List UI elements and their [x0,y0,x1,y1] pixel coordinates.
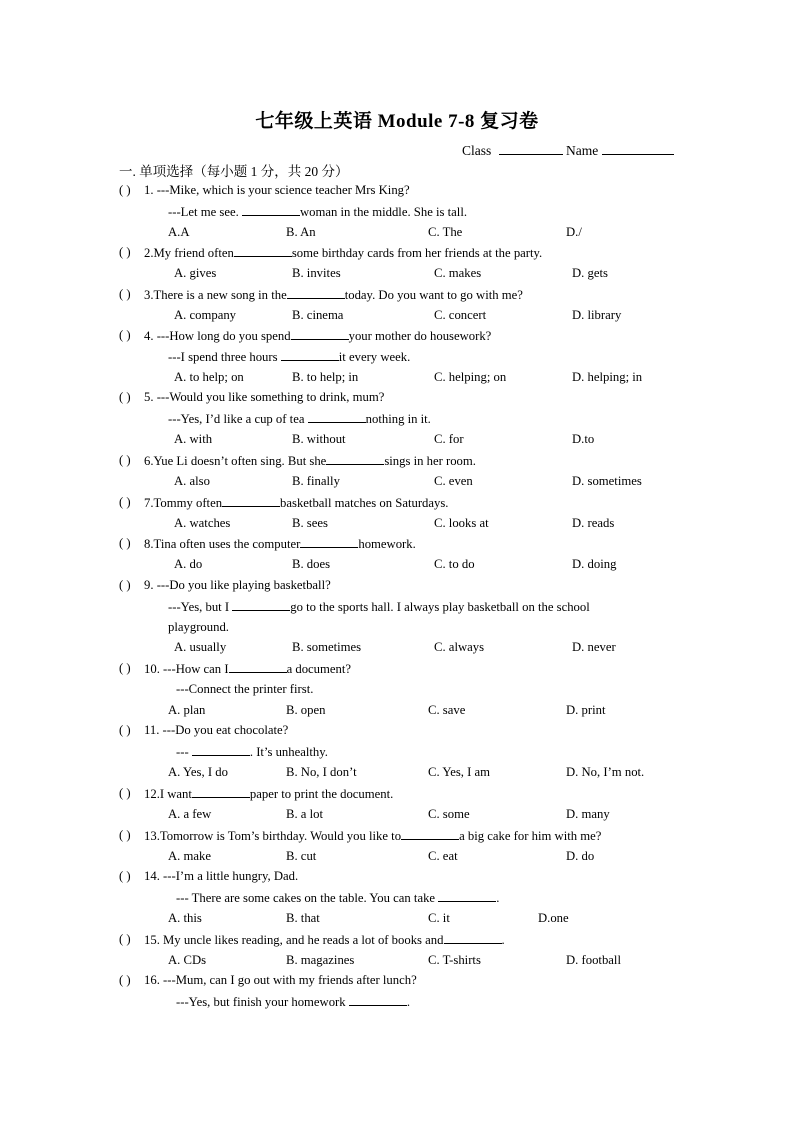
page-title: 七年级上英语 Module 7-8 复习卷 [255,111,539,132]
answer-blank[interactable] [438,889,496,902]
stem-text-after: homework. [358,537,416,551]
answer-blank[interactable] [222,494,280,507]
stem-text: 9. ---Do you like playing basketball? [144,578,331,592]
option-a[interactable]: A. Yes, I do [168,764,228,779]
option-c[interactable]: C. some [428,806,470,821]
option-c[interactable]: C. looks at [434,515,489,530]
option-b[interactable]: B. sometimes [292,640,362,655]
stem-text-after: a document? [286,662,352,676]
option-b[interactable]: B. cinema [292,307,344,322]
question-stem [144,577,331,593]
answer-blank[interactable] [291,327,349,340]
question-stem [144,286,523,303]
answer-blank[interactable] [229,660,287,673]
question-stem [144,327,491,344]
answer-blank[interactable] [281,348,339,361]
answer-paren[interactable]: ( ) [119,390,131,404]
option-a[interactable]: A. a few [168,806,212,821]
option-d[interactable]: D. doing [572,556,617,571]
dialogue-line [176,889,499,906]
option-b[interactable]: B. that [286,910,320,925]
option-d[interactable]: D. gets [572,265,608,280]
dialogue-line [176,743,328,760]
option-b[interactable]: B. cut [286,848,317,863]
option-c[interactable]: C. it [428,910,450,925]
question-stem [144,494,448,511]
option-a[interactable]: A. to help; on [174,369,244,384]
option-c[interactable]: C. always [434,640,485,655]
option-b[interactable]: B. without [292,431,346,446]
question-stem [144,868,298,884]
option-c[interactable]: C. eat [428,848,458,863]
stem-text-before: 12.I want [144,787,192,801]
answer-blank[interactable] [287,286,345,299]
option-a[interactable]: A. do [174,556,203,571]
option-a[interactable]: A. company [174,307,237,322]
dialogue-text-before: --- [176,744,189,759]
question-stem [144,972,417,988]
dialogue-text-before: ---Yes, but finish your homework [176,994,346,1009]
option-c[interactable]: C. Yes, I am [428,764,491,779]
dialogue-text-before: ---Let me see. [168,204,239,219]
stem-text-after: your mother do housework? [348,329,492,343]
stem-text-before: 7.Tommy often [144,496,223,510]
answer-paren[interactable]: ( ) [119,786,131,800]
option-b[interactable]: B. a lot [286,806,324,821]
class-blank[interactable] [499,141,563,155]
dialogue-line [168,598,590,615]
option-a[interactable]: A. CDs [168,952,207,967]
option-b[interactable]: B. finally [292,473,340,488]
answer-blank[interactable] [444,931,502,944]
option-c[interactable]: C. save [428,702,466,717]
option-d[interactable]: D.to [572,431,595,446]
question-stem [144,244,542,261]
option-d[interactable]: D./ [566,224,582,239]
answer-paren[interactable]: ( ) [119,973,131,987]
answer-blank[interactable] [308,410,366,423]
name-blank[interactable] [602,141,674,155]
stem-text-before: 10. ---How can I [144,662,229,676]
question-stem [144,827,601,844]
stem-text-before: 13.Tomorrow is Tom’s birthday. Would you like to [144,829,402,843]
dialogue-line [168,410,431,427]
dialogue-line [168,348,410,365]
option-c[interactable]: C. makes [434,265,482,280]
stem-text: 16. ---Mum, can I go out with my friends after lunch? [144,973,417,987]
dialogue-text-after: . [496,890,500,905]
stem-text-before: 15. My uncle likes reading, and he reads a lot of books and [144,933,444,947]
stem-text-after: some birthday cards from her friends at the party. [291,246,543,260]
stem-text: 14. ---I’m a little hungry, Dad. [144,869,299,883]
option-d[interactable]: D. library [572,307,622,322]
question-stem [144,660,351,677]
option-d[interactable]: D.one [538,910,569,925]
answer-paren[interactable]: ( ) [119,287,131,301]
option-a[interactable]: A.A [168,224,190,239]
stem-text-after: today. Do you want to go with me? [344,288,523,302]
section-heading: 一. 单项选择（每小题 1 分，共 20 分） [119,164,349,179]
option-b[interactable]: B. open [286,702,326,717]
stem-text-after: . [501,933,505,947]
option-d[interactable]: D. football [566,952,621,967]
option-c[interactable]: C. The [428,224,463,239]
answer-paren[interactable]: ( ) [119,828,131,842]
stem-text-before: 6.Yue Li doesn’t often sing. But she [144,454,327,468]
stem-text-before: 2.My friend often [144,246,234,260]
answer-blank[interactable] [326,452,384,465]
dialogue-text-after: it every week. [338,349,411,364]
option-a[interactable]: A. gives [174,265,217,280]
question-stem [144,931,505,948]
dialogue-text-after: nothing in it. [365,411,431,426]
option-a[interactable]: A. also [174,473,210,488]
class-name-line [462,141,674,159]
option-d[interactable]: D. sometimes [572,473,642,488]
dialogue-line [168,203,467,220]
answer-paren[interactable]: ( ) [119,536,131,550]
stem-text-after: a big cake for him with me? [459,829,602,843]
option-a[interactable]: A. plan [168,702,206,717]
option-b[interactable]: B. No, I don’t [286,764,357,779]
dialogue-line [176,993,410,1010]
dialogue-text-after: go to the sports hall. I always play basketball on the school [290,599,590,614]
answer-blank[interactable] [192,785,250,798]
dialogue-text-after: . [406,994,410,1009]
question-stem [144,182,410,198]
option-b[interactable]: B. An [286,224,316,239]
option-a[interactable]: A. with [174,431,213,446]
question-stem [144,722,288,738]
name-label: Name [566,143,599,158]
question-stem [144,785,393,802]
answer-blank[interactable] [242,203,300,216]
answer-blank[interactable] [234,244,292,257]
answer-paren[interactable]: ( ) [119,723,131,737]
answer-paren[interactable]: ( ) [119,183,131,197]
dialogue-line [176,681,313,697]
answer-blank[interactable] [232,598,290,611]
option-c[interactable]: C. T-shirts [428,952,481,967]
option-d[interactable]: D. reads [572,515,615,530]
option-c[interactable]: C. to do [434,556,475,571]
question-stem [144,535,416,552]
option-b[interactable]: B. does [292,556,331,571]
answer-blank[interactable] [192,743,250,756]
option-d[interactable]: D. do [566,848,595,863]
stem-text-before: 8.Tina often uses the computer [144,537,301,551]
option-a[interactable]: A. watches [174,515,231,530]
option-c[interactable]: C. helping; on [434,369,507,384]
answer-paren[interactable]: ( ) [119,328,131,342]
answer-paren[interactable]: ( ) [119,578,131,592]
dialogue-text-before: ---I spend three hours [168,349,278,364]
stem-text: 1. ---Mike, which is your science teacher Mrs King? [144,183,410,197]
dialogue-text-after: . It’s unhealthy. [249,744,328,759]
stem-text-after: paper to print the document. [249,787,394,801]
answer-blank[interactable] [401,827,459,840]
option-d[interactable]: D. No, I’m not. [566,764,645,779]
option-b[interactable]: B. magazines [286,952,355,967]
answer-blank[interactable] [300,535,358,548]
stem-text: 5. ---Would you like something to drink, mum? [144,390,385,404]
class-label: Class [462,143,492,158]
option-c[interactable]: C. even [434,473,473,488]
option-a[interactable]: A. make [168,848,211,863]
answer-paren[interactable]: ( ) [119,932,131,946]
answer-paren[interactable]: ( ) [119,869,131,883]
stem-text: 11. ---Do you eat chocolate? [144,723,289,737]
option-d[interactable]: D. print [566,702,606,717]
stem-text-after: basketball matches on Saturdays. [280,496,449,510]
option-d[interactable]: D. helping; in [572,369,643,384]
answer-paren[interactable]: ( ) [119,245,131,259]
dialogue-text-before: --- There are some cakes on the table. You can take [176,890,436,905]
stem-text-after: sings in her room. [384,454,476,468]
dialogue-text-before: ---Yes, I’d like a cup of tea [168,411,305,426]
dialogue-text: playground. [168,619,229,634]
question-stem [144,452,476,469]
option-d[interactable]: D. never [572,640,616,655]
stem-text-before: 3.There is a new song in the [144,288,287,302]
answer-paren[interactable]: ( ) [119,495,131,509]
option-a[interactable]: A. usually [174,640,227,655]
answer-blank[interactable] [349,993,407,1006]
answer-paren[interactable]: ( ) [119,661,131,675]
option-c[interactable]: C. for [434,431,464,446]
dialogue-text: ---Connect the printer first. [176,681,314,696]
dialogue-text-after: woman in the middle. She is tall. [299,204,468,219]
stem-text-before: 4. ---How long do you spend [144,329,291,343]
option-a[interactable]: A. this [168,910,202,925]
answer-paren[interactable]: ( ) [119,453,131,467]
option-c[interactable]: C. concert [434,307,487,322]
question-stem [144,389,384,405]
option-b[interactable]: B. to help; in [292,369,359,384]
dialogue-line [168,619,229,635]
dialogue-text-before: ---Yes, but I [168,599,230,614]
option-d[interactable]: D. many [566,806,610,821]
option-b[interactable]: B. invites [292,265,341,280]
option-b[interactable]: B. sees [292,515,328,530]
